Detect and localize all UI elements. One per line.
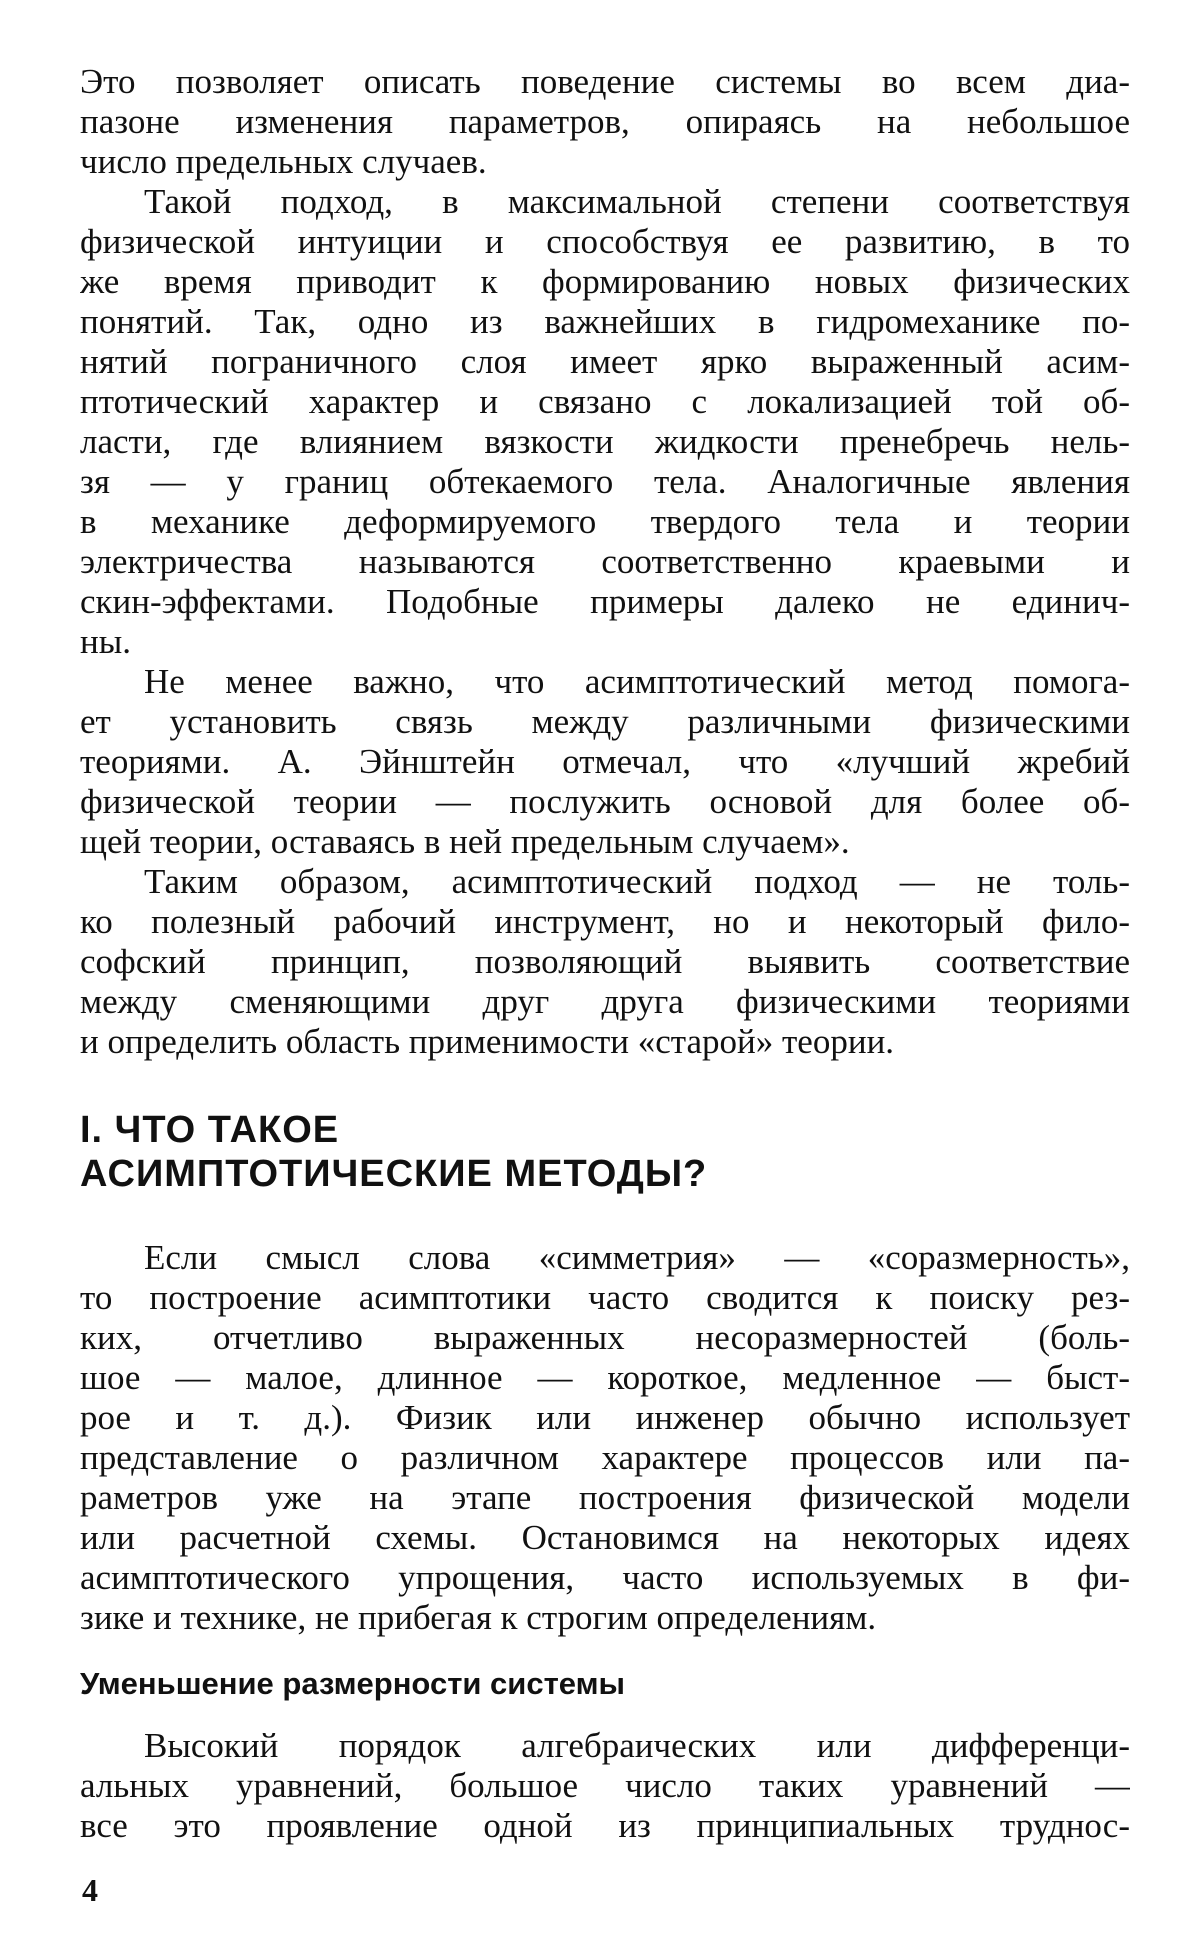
- text-line: между сменяющими друг друга физическими теориями: [80, 982, 1130, 1021]
- text-line: Если смысл слова «симметрия» — «соразмерность»,: [144, 1238, 1130, 1277]
- text-line: рое и т. д.). Физик или инженер обычно использует: [80, 1398, 1130, 1437]
- text-line: то построение асимптотики часто сводится к поиску рез-: [80, 1278, 1130, 1317]
- paragraph-4: [80, 862, 1130, 1062]
- paragraph-6: [80, 1726, 1130, 1846]
- text-line: ет установить связь между различными физическими: [80, 702, 1130, 741]
- text-line: электричества называются соответственно краевыми и: [80, 542, 1130, 581]
- text-line: Не менее важно, что асимптотический метод помога-: [144, 662, 1130, 701]
- section-heading-line-2: АСИМПТОТИЧЕСКИЕ МЕТОДЫ?: [80, 1153, 708, 1195]
- text-line: теориями. А. Эйнштейн отмечал, что «лучший жребий: [80, 742, 1130, 781]
- text-line: пазоне изменения параметров, опираясь на небольшое: [80, 102, 1130, 141]
- text-line: все это проявление одной из принципиальных труднос-: [80, 1806, 1130, 1845]
- text-line: скин-эффектами. Подобные примеры далеко не единич-: [80, 582, 1130, 621]
- text-line: число предельных случаев.: [80, 142, 487, 181]
- text-line: софский принцип, позволяющий выявить соответствие: [80, 942, 1130, 981]
- text-line: Таким образом, асимптотический подход — не толь-: [144, 862, 1130, 901]
- text-line: ласти, где влиянием вязкости жидкости пренебречь нель-: [80, 422, 1130, 461]
- text-line: физической интуиции и способствуя ее развитию, в то: [80, 222, 1130, 261]
- text-line: представление о различном характере процессов или па-: [80, 1438, 1130, 1477]
- paragraph-1: [80, 62, 1130, 182]
- text-line: понятий. Так, одно из важнейших в гидромеханике по-: [80, 302, 1130, 341]
- text-line: ны.: [80, 622, 131, 661]
- text-line: альных уравнений, большое число таких уравнений —: [80, 1766, 1130, 1805]
- text-line: Это позволяет описать поведение системы во всем диа-: [80, 62, 1130, 101]
- text-line: птотический характер и связано с локализацией той об-: [80, 382, 1130, 421]
- page-number: 4: [82, 1872, 98, 1908]
- section-heading-line-1: I. ЧТО ТАКОЕ: [80, 1109, 340, 1151]
- text-line: или расчетной схемы. Остановимся на некоторых идеях: [80, 1518, 1130, 1557]
- text-line: асимптотического упрощения, часто используемых в фи-: [80, 1558, 1130, 1597]
- text-line: Такой подход, в максимальной степени соответствуя: [144, 182, 1130, 221]
- page-content: [80, 62, 1130, 1846]
- text-line: нятий пограничного слоя имеет ярко выраженный асим-: [80, 342, 1130, 381]
- text-line: шое — малое, длинное — короткое, медленное — быст-: [80, 1358, 1130, 1397]
- subsection-heading: Уменьшение размерности системы: [80, 1666, 626, 1701]
- text-line: физической теории — послужить основой для более об-: [80, 782, 1130, 821]
- text-line: ких, отчетливо выраженных несоразмерностей (боль-: [80, 1318, 1130, 1357]
- paragraph-3: [80, 662, 1130, 862]
- paragraph-2: [80, 182, 1130, 662]
- text-line: Высокий порядок алгебраических или дифференци-: [144, 1726, 1130, 1765]
- text-line: зике и технике, не прибегая к строгим определениям.: [80, 1598, 877, 1637]
- text-line: зя — у границ обтекаемого тела. Аналогичные явления: [80, 462, 1130, 501]
- text-line: ко полезный рабочий инструмент, но и некоторый фило-: [80, 902, 1130, 941]
- text-line: и определить область применимости «старой» теории.: [80, 1022, 895, 1061]
- text-line: же время приводит к формированию новых физических: [80, 262, 1130, 301]
- text-line: раметров уже на этапе построения физической модели: [80, 1478, 1130, 1517]
- text-line: щей теории, оставаясь в ней предельным случаем».: [80, 822, 850, 861]
- paragraph-5: [80, 1238, 1130, 1638]
- section-heading: [80, 1108, 1130, 1196]
- text-line: в механике деформируемого твердого тела и теории: [80, 502, 1130, 541]
